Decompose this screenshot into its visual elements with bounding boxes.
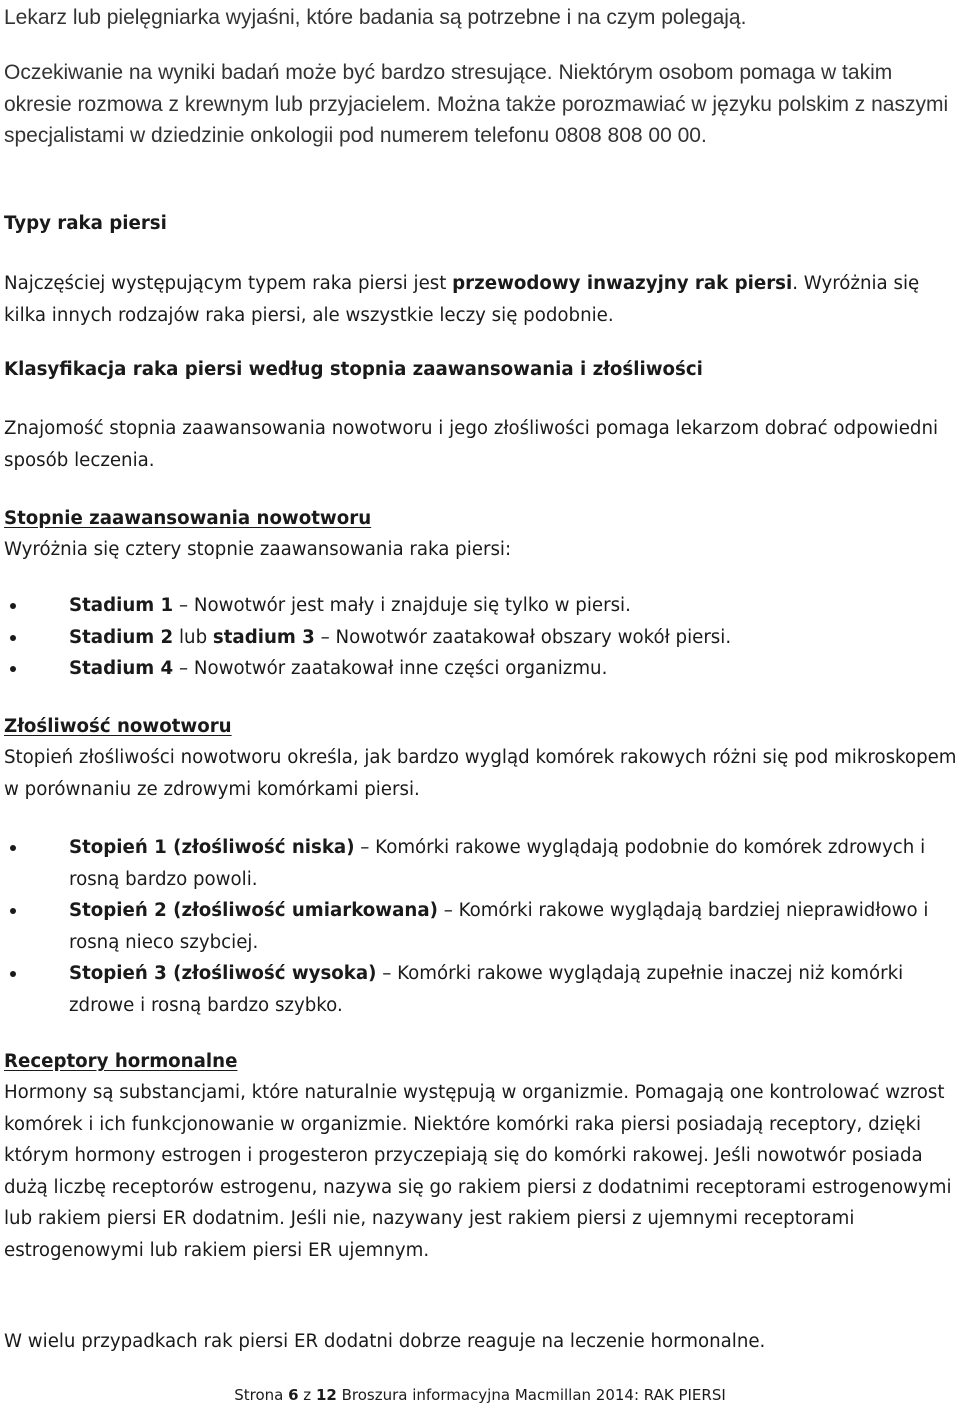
page-number: 6 [288,1386,299,1404]
section-heading-types: Typy raka piersi [4,213,167,234]
classification-paragraph: Znajomość stopnia zaawansowania nowotworu i jego złośliwości pomaga lekarzom dobrać odpowiedni sposób leczenia. [4,418,939,471]
grade-list [4,832,934,1021]
section-heading-classification: Klasyfikacja raka piersi według stopnia zaawansowania i złośliwości [4,359,703,380]
receptors-paragraph: Hormony są substancjami, które naturalnie występują w organizmie. Pomagają one kontrolować wzrost komórek i ich funkcjonowanie w organizmie. Niektóre komórki raka piersi posiadają receptory, dzięki którym hormony estrogen i progesteron przyczepiają się do komórki rakowej. Jeśli nowotwór posiada dużą liczbę receptorów estrogenu, nazywa się go rakiem piersi z dodatnimi receptorami estrogenowymi lub rakiem piersi ER dodatnim. Jeśli nie, nazywany jest rakiem piersi z ujemnymi receptorami estrogenowymi lub rakiem piersi ER ujemnym. [4,1082,952,1261]
section-heading-stages: Stopnie zaawansowania nowotworu [4,508,372,529]
intro-paragraph: Oczekiwanie na wyniki badań może być bardzo stresujące. Niektórym osobom pomaga w takim okresie rozmowa z krewnym lub przyjacielem. Można także porozmawiać w języku polskim z naszymi specjalistami w dziedzinie onkologii pod numerem telefonu 0808 808 00 00. [4,61,949,147]
grade-intro: Stopień złośliwości nowotworu określa, jak bardzo wygląd komórek rakowych różni się pod mikroskopem w porównaniu ze zdrowymi komórkami piersi. [4,747,957,800]
list-item: Stopień 2 (złośliwość umiarkowana) – Komórki rakowe wyglądają bardziej nieprawidłowo i rosną nieco szybciej. [4,895,934,958]
stages-intro: Wyróżnia się cztery stopnie zaawansowania raka piersi: [4,539,512,560]
types-text-before: Najczęściej występującym typem raka piersi jest [4,273,453,294]
intro-line: Lekarz lub pielęgniarka wyjaśni, które badania są potrzebne i na czym polegają. [4,6,747,29]
types-text-bold: przewodowy inwazyjny rak piersi [452,273,793,294]
page-total: 12 [315,1386,337,1404]
stages-list [4,590,954,685]
section-heading-receptors: Receptory hormonalne [4,1051,238,1072]
section-heading-grade: Złośliwość nowotworu [4,716,232,737]
page-footer: Strona 6 z 12 Broszura informacyjna Macmillan 2014: RAK PIERSI [234,1386,726,1404]
list-item: Stadium 1 – Nowotwór jest mały i znajduje się tylko w piersi. [4,590,954,622]
types-paragraph [4,268,954,331]
list-item: Stadium 2 lub stadium 3 – Nowotwór zaatakował obszary wokół piersi. [4,622,954,654]
list-item: Stadium 4 – Nowotwór zaatakował inne części organizmu. [4,653,954,685]
receptors-closing: W wielu przypadkach rak piersi ER dodatni dobrze reaguje na leczenie hormonalne. [4,1331,766,1352]
list-item: Stopień 3 (złośliwość wysoka) – Komórki rakowe wyglądają zupełnie inaczej niż komórki zdrowe i rosną bardzo szybko. [4,958,934,1021]
types-text-after: . Wyróżnia się kilka innych rodzajów raka piersi, ale wszystkie leczy się podobnie. [4,273,920,326]
list-item: Stopień 1 (złośliwość niska) – Komórki rakowe wyglądają podobnie do komórek zdrowych i rosną bardzo powoli. [4,832,934,895]
